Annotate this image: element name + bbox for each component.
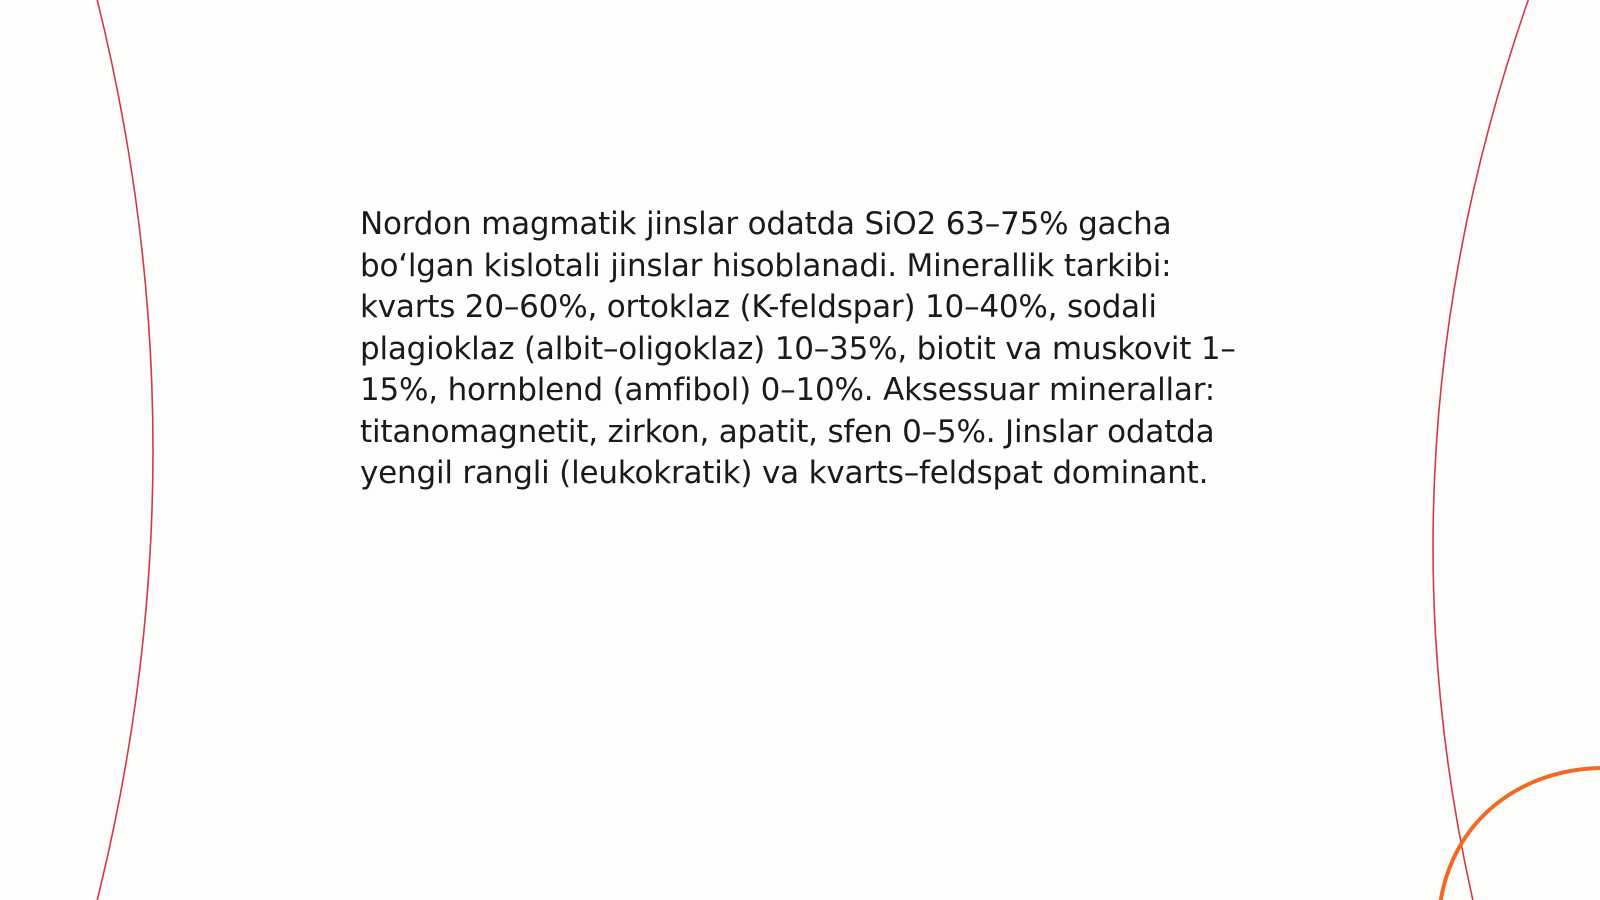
right-arc [1433, 0, 1530, 900]
slide-body-text: Nordon magmatik jinslar odatda SiO2 63–75% gacha bo‘lgan kislotali jinslar hisoblanadi. Minerallik tarkibi: kvarts 20–60%, ortoklaz (K-feldspar) 10–40%, sodali plagioklaz (albit–oligoklaz) 10–35%, biotit va muskovit 1–15%, hornblend (amfibol) 0–10%. Aksessuar minerallar: titanomagnetit, zirkon, apatit, sfen 0–5%. Jinslar odatda yengil rangli (leukokratik) va kvarts–feldspat dominant. [360, 206, 1236, 491]
left-arc [96, 0, 153, 900]
orange-circle-arc [1440, 768, 1600, 900]
